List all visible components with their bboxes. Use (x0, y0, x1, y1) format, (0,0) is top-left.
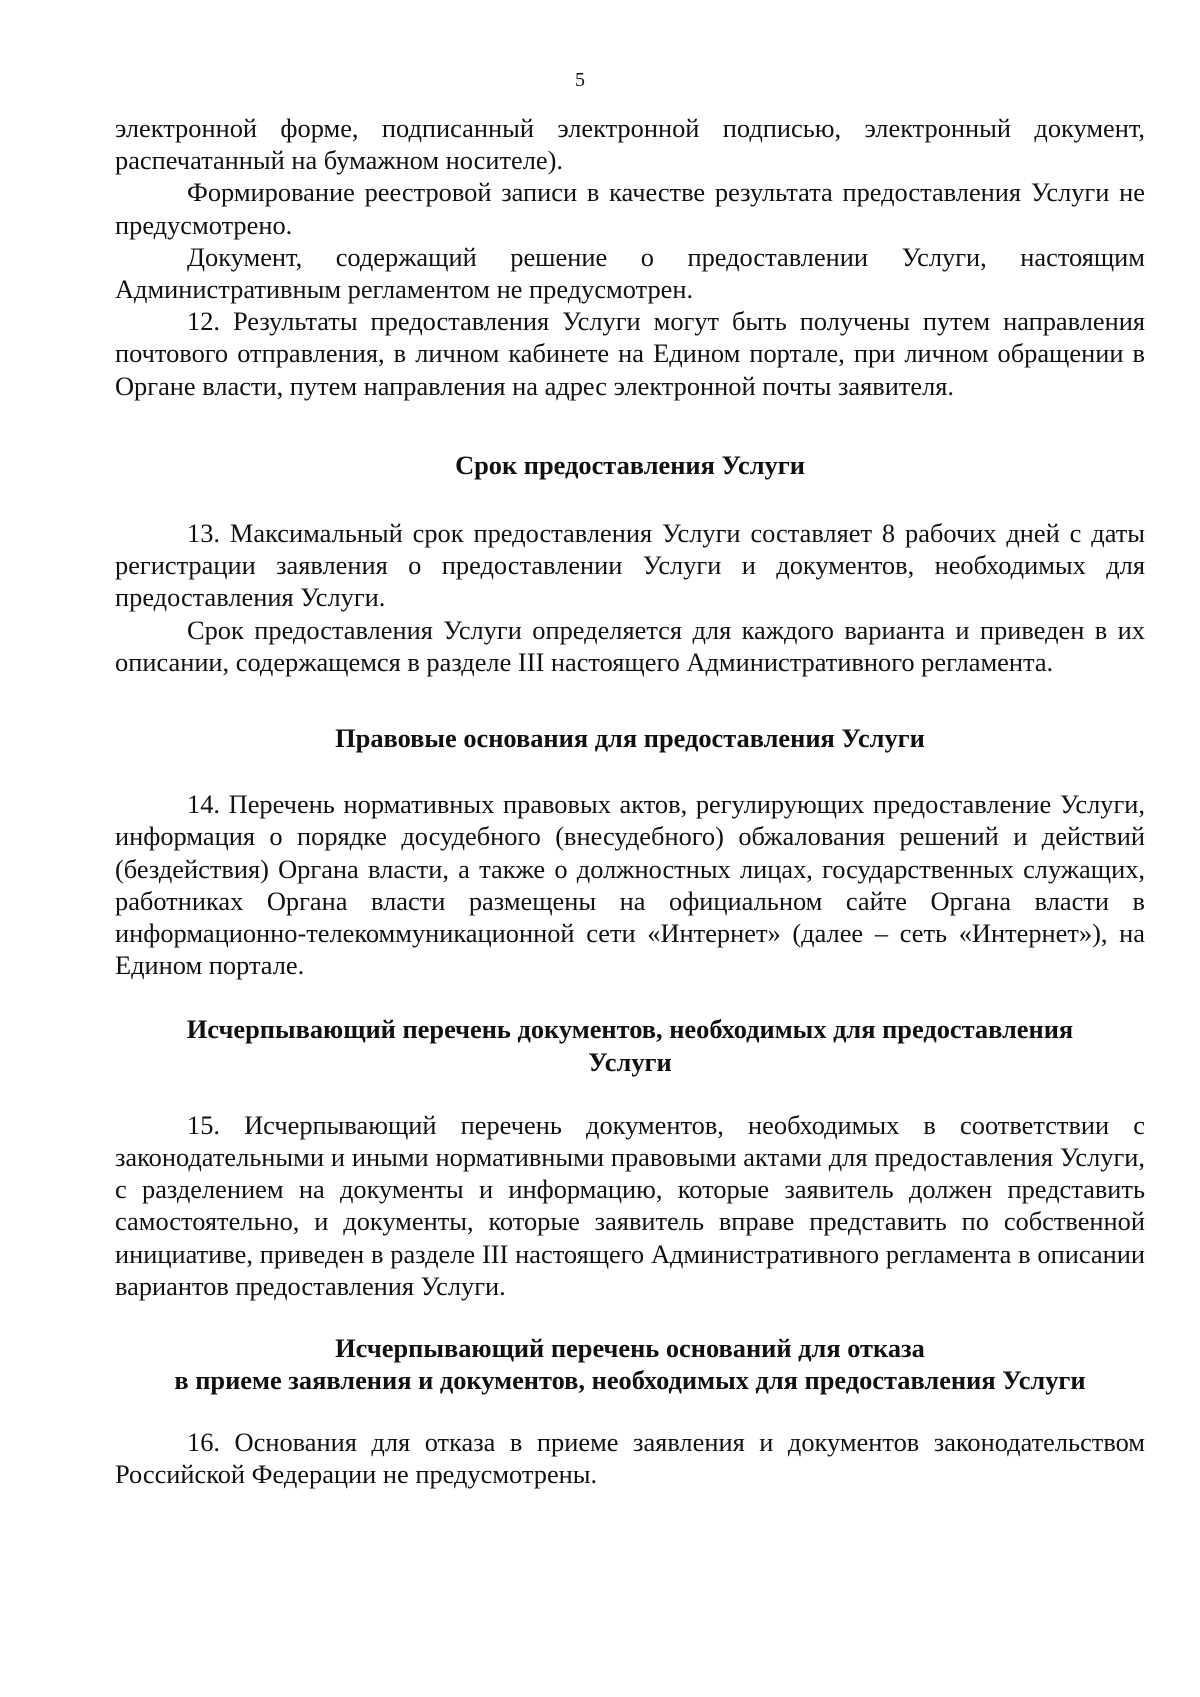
paragraph-decision-document: Документ, содержащий решение о предоставлении Услуги, настоящим Административным регламентом не предусмотрен. (115, 241, 1145, 305)
paragraph-12-results: 12. Результаты предоставления Услуги могут быть получены путем направления почтового отправления, в личном кабинете на Едином портале, при личном обращении в Органе власти, путем направления на адрес электронной почты заявителя. (115, 306, 1145, 401)
paragraph-result-form: электронной форме, подписанный электронной подписью, электронный документ, распечатанный на бумажном носителе). (115, 113, 1145, 176)
paragraph-13-max-term: 13. Максимальный срок предоставления Услуги составляет 8 рабочих дней с даты регистрации заявления о предоставлении Услуги и документов, необходимых для предоставления Услуги. (115, 518, 1145, 613)
paragraph-15-document-list: 15. Исчерпывающий перечень документов, необходимых в соответствии с законодательными и иными нормативными правовыми актами для предоставления Услуги, с разделением на документы и информацию, которые заявитель должен представить самостоятельно, и документы, которые заявитель вправе представить по собственной инициативе, приведен в разделе III настоящего Административного регламента в описании вариантов предоставления Услуги. (115, 1109, 1145, 1301)
heading-refusal-grounds-line-1: Исчерпывающий перечень оснований для отказа (335, 1333, 925, 1364)
heading-document-list (115, 1013, 1145, 1077)
page-number: 5 (575, 69, 585, 91)
document-body (115, 112, 1145, 1490)
heading-legal-grounds: Правовые основания для предоставления Услуги (335, 723, 925, 754)
paragraph-14-legal-acts: 14. Перечень нормативных правовых актов, регулирующих предоставление Услуги, информация о порядке досудебного (внесудебного) обжалования решений и действий (бездействия) Органа власти, а также о должностных лицах, государственных служащих, работниках Органа власти размещены на официальном сайте Органа власти в информационно-телекоммуникационной сети «Интернет» (далее – сеть «Интернет»), на Едином портале. (115, 789, 1145, 981)
paragraph-16-refusal-grounds: 16. Основания для отказа в приеме заявления и документов законодательством Российской Федерации не предусмотрены. (115, 1426, 1145, 1489)
heading-document-list-line-1: Исчерпывающий перечень документов, необходимых для предоставления (186, 1014, 1074, 1045)
heading-refusal-grounds-line-2: в приеме заявления и документов, необходимых для предоставления Услуги (174, 1365, 1086, 1396)
paragraph-term-variants: Срок предоставления Услуги определяется для каждого варианта и приведен в их описании, содержащемся в разделе III настоящего Административного регламента. (115, 614, 1145, 677)
heading-refusal-grounds (115, 1332, 1145, 1396)
heading-service-term: Срок предоставления Услуги (455, 449, 805, 480)
heading-document-list-line-2: Услуги (588, 1046, 672, 1077)
paragraph-registry-record: Формирование реестровой записи в качестве результата предоставления Услуги не предусмотрено. (115, 177, 1145, 240)
